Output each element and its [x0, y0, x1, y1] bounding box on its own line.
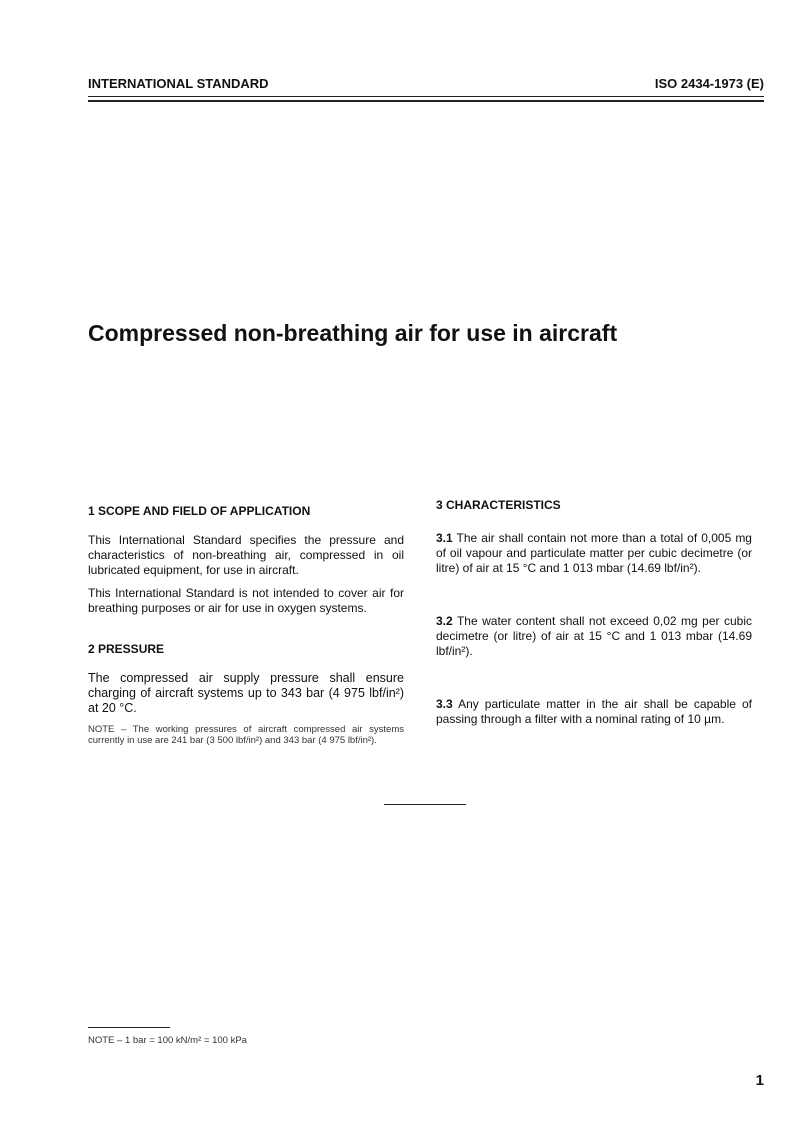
clause-number: 3.2: [436, 614, 453, 628]
clause-text: The water content shall not exceed 0,02 mg per cubic decimetre (or litre) of air at 15 °C and 1 013 mbar (14.69 lbf/in²).: [436, 614, 752, 658]
section-3-heading: 3 CHARACTERISTICS: [436, 498, 561, 512]
clause-3-3: [436, 697, 752, 727]
header-rule: [88, 96, 764, 97]
section-1-para-2: This International Standard is not intended to cover air for breathing purposes or air for use in oxygen systems.: [88, 586, 404, 615]
header-rule-thick: [88, 100, 764, 102]
left-column: [88, 504, 404, 754]
section-1-para-1: This International Standard specifies the pressure and characteristics of non-breathing air, compressed in oil lubricated equipment, for use in aircraft.: [88, 533, 404, 577]
clause-number: 3.3: [436, 697, 453, 711]
clause-number: 3.1: [436, 531, 453, 545]
clause-3-1: [436, 531, 752, 576]
end-rule: [384, 804, 466, 805]
document-title: Compressed non-breathing air for use in aircraft: [88, 320, 618, 346]
header-standard-type: INTERNATIONAL STANDARD: [88, 76, 269, 91]
clause-text: The air shall contain not more than a total of 0,005 mg of oil vapour and particulate matter per cubic decimetre (or litre) of air at 15 °C and 1 013 mbar (14.69 lbf/in²).: [436, 531, 752, 575]
footnote: NOTE – 1 bar = 100 kN/m² = 100 kPa: [88, 1035, 247, 1046]
section-2-para: The compressed air supply pressure shall ensure charging of aircraft systems up to 343 bar (4 975 lbf/in²) at 20 °C.: [88, 671, 404, 715]
section-2-note: NOTE – The working pressures of aircraft compressed air systems currently in use are 241 bar (3 500 lbf/in²) and 343 bar (4 975 lbf/in²).: [88, 724, 404, 746]
clause-3-2: [436, 614, 752, 659]
clause-text: Any particulate matter in the air shall be capable of passing through a filter with a nominal rating of 10 µm.: [436, 697, 753, 726]
right-column: [436, 498, 752, 735]
section-2-heading: 2 PRESSURE: [88, 642, 165, 656]
section-1-heading: 1 SCOPE AND FIELD OF APPLICATION: [88, 504, 311, 518]
header-standard-number: ISO 2434-1973 (E): [654, 76, 764, 91]
footnote-rule: [88, 1027, 170, 1028]
page-number: 1: [755, 1072, 764, 1089]
